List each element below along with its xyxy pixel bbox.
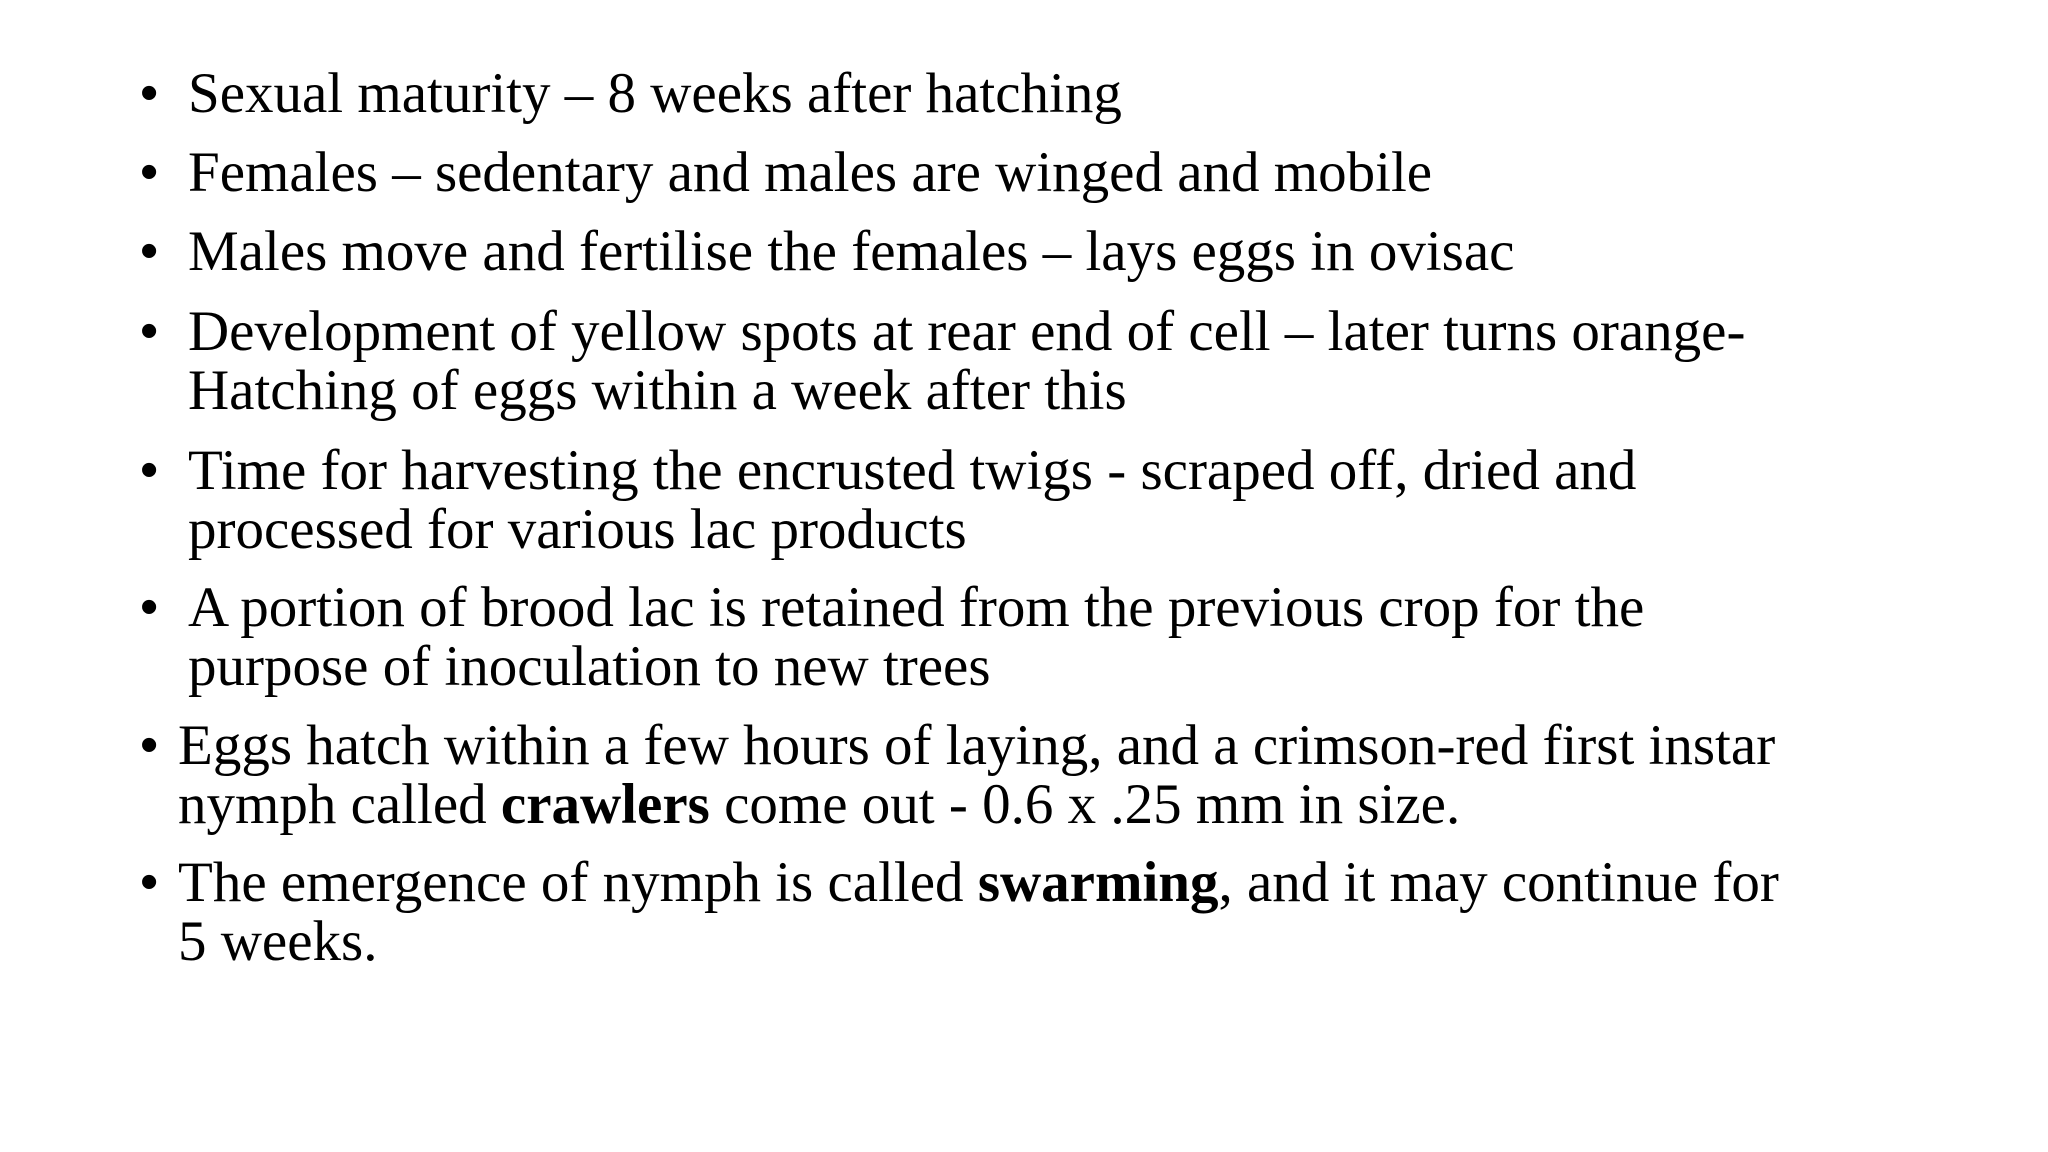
bullet-item	[140, 851, 1779, 973]
bullet-item	[140, 714, 1776, 836]
bullet-icon: •	[140, 143, 159, 201]
bullet-item	[140, 62, 1122, 125]
bullet-text-line-1: Time for harvesting the encrusted twigs - scraped off, dried and	[188, 439, 1637, 502]
bullet-text-line-1: A portion of brood lac is retained from the previous crop for the	[188, 576, 1645, 639]
bullet-item	[140, 220, 1515, 283]
bullet-text: Sexual maturity – 8 weeks after hatching	[188, 62, 1122, 125]
bullet-item	[140, 439, 1637, 561]
bullet-text-line-1: Development of yellow spots at rear end of cell – later turns orange-	[188, 300, 1746, 363]
bullet-text-line-2: Hatching of eggs within a week after this	[188, 359, 1127, 422]
bullet-text: Females – sedentary and males are winged and mobile	[188, 141, 1433, 204]
bullet-text-line-1	[178, 853, 1779, 912]
bullet-item	[140, 300, 1746, 422]
bullet-text-line-2	[178, 775, 1775, 834]
bullet-icon: •	[140, 716, 159, 774]
bullet-icon: •	[140, 853, 159, 911]
bullet-text: Males move and fertilise the females – lays eggs in ovisac	[188, 220, 1515, 283]
bullet-icon: •	[140, 64, 159, 122]
bullet-text-line-1: Eggs hatch within a few hours of laying, and a crimson-red first instar	[178, 714, 1776, 777]
bullet-icon: •	[140, 302, 159, 360]
bullet-text-segment: come out - 0.6 x .25 mm in size.	[709, 773, 1461, 836]
bullet-icon: •	[140, 222, 159, 280]
term-swarming: swarming	[977, 851, 1219, 914]
bullet-item	[140, 141, 1433, 204]
bullet-text-segment: The emergence of nymph is called	[178, 851, 978, 914]
bullet-item	[140, 576, 1645, 698]
term-crawlers: crawlers	[500, 773, 710, 836]
bullet-text-line-2: purpose of inoculation to new trees	[188, 635, 991, 698]
bullet-text-line-2: processed for various lac products	[188, 498, 967, 561]
bullet-icon: •	[140, 441, 159, 499]
bullet-text-segment: , and it may continue for	[1218, 851, 1779, 914]
bullet-text-line-2: 5 weeks.	[178, 910, 378, 973]
bullet-text-segment: nymph called	[178, 773, 501, 836]
bullet-icon: •	[140, 578, 159, 636]
